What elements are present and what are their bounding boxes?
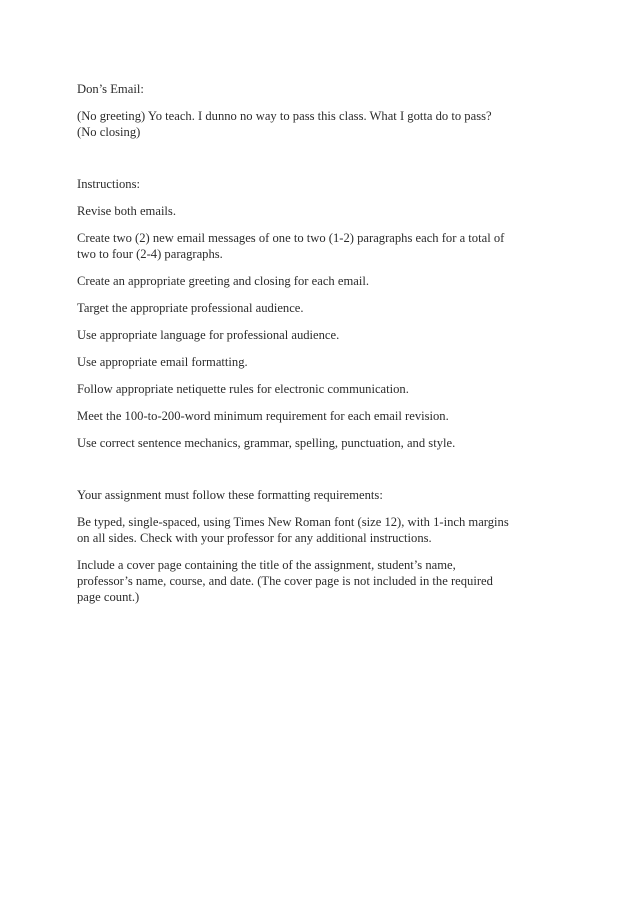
instruction-item: Follow appropriate netiquette rules for electronic communication. (77, 382, 409, 396)
instruction-item: Use appropriate email formatting. (77, 355, 248, 369)
instruction-item: Target the appropriate professional audience. (77, 301, 304, 315)
instruction-item: Revise both emails. (77, 204, 176, 218)
document-page (77, 81, 567, 605)
instruction-item: Use correct sentence mechanics, grammar, spelling, punctuation, and style. (77, 436, 456, 450)
formatting-item: Include a cover page containing the title of the assignment, student’s name, professor’s name, course, and date. (The cover page is not included in the required page count.) (77, 558, 493, 604)
formatting-item: Be typed, single-spaced, using Times New Roman font (size 12), with 1-inch margins on all sides. Check with your professor for any additional instructions. (77, 515, 509, 545)
instruction-item: Create two (2) new email messages of one to two (1-2) paragraphs each for a total of two to four (2-4) paragraphs. (77, 231, 505, 261)
formatting-heading: Your assignment must follow these formatting requirements: (77, 488, 383, 502)
instructions-heading: Instructions: (77, 177, 140, 191)
instruction-item: Meet the 100-to-200-word minimum requirement for each email revision. (77, 409, 449, 423)
dons-email-body: (No greeting) Yo teach. I dunno no way to pass this class. What I gotta do to pass? (No closing) (77, 109, 492, 139)
dons-email-heading: Don’s Email: (77, 82, 144, 96)
instruction-item: Use appropriate language for professional audience. (77, 328, 340, 342)
instruction-item: Create an appropriate greeting and closing for each email. (77, 274, 369, 288)
